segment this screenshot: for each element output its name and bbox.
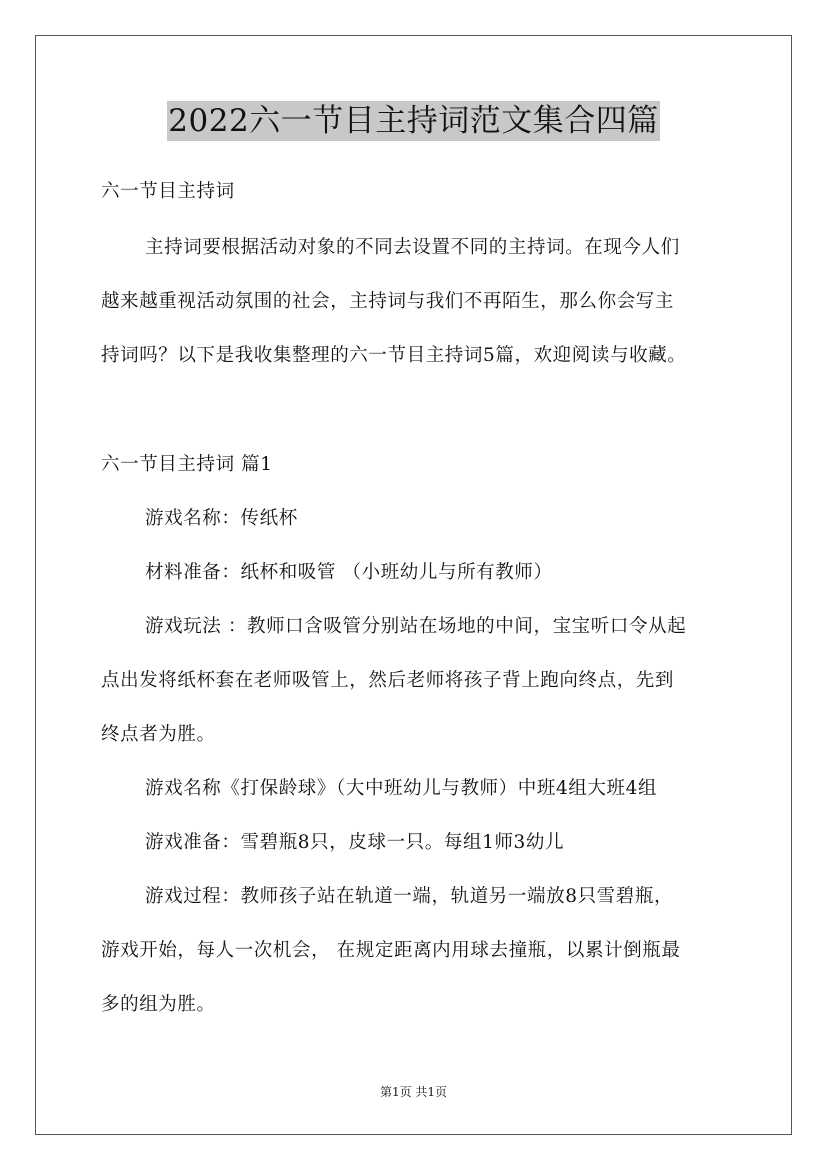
page-footer: 第1页 共1页 bbox=[379, 1085, 448, 1099]
document-title: 2022六一节目主持词范文集合四篇 bbox=[168, 103, 659, 139]
paragraph-line: 多的组为胜。 bbox=[101, 994, 216, 1015]
paragraph-line: 游戏名称《打保龄球》（大中班幼儿与教师）中班4组大班4组 bbox=[145, 778, 658, 799]
paragraph-line: 点出发将纸杯套在老师吸管上，然后老师将孩子背上跑向终点，先到 bbox=[101, 670, 675, 691]
section-heading: 六一节目主持词 篇1 bbox=[101, 454, 273, 475]
paragraph-line: 越来越重视活动氛围的社会，主持词与我们不再陌生，那么你会写主 bbox=[101, 291, 675, 312]
paragraph-line: 持词吗？以下是我收集整理的六一节目主持词5篇，欢迎阅读与收藏。 bbox=[101, 345, 687, 366]
paragraph-line: 游戏开始，每人一次机会， 在规定距离内用球去撞瓶，以累计倒瓶最 bbox=[101, 940, 681, 961]
paragraph-line: 材料准备：纸杯和吸管 （小班幼儿与所有教师） bbox=[145, 562, 553, 583]
paragraph-line: 主持词要根据活动对象的不同去设置不同的主持词。在现今人们 bbox=[145, 237, 680, 258]
section-heading: 六一节目主持词 bbox=[101, 181, 235, 202]
paragraph-line: 游戏玩法 ：教师口含吸管分别站在场地的中间，宝宝听口令从起 bbox=[145, 616, 687, 637]
paragraph-line: 终点者为胜。 bbox=[101, 724, 216, 745]
paragraph-line: 游戏过程：教师孩子站在轨道一端，轨道另一端放8只雪碧瓶， bbox=[145, 886, 674, 907]
paragraph-line: 游戏准备：雪碧瓶8只，皮球一只。每组1师3幼儿 bbox=[145, 832, 565, 853]
paragraph-line: 游戏名称：传纸杯 bbox=[145, 508, 298, 529]
title-container bbox=[0, 101, 827, 141]
